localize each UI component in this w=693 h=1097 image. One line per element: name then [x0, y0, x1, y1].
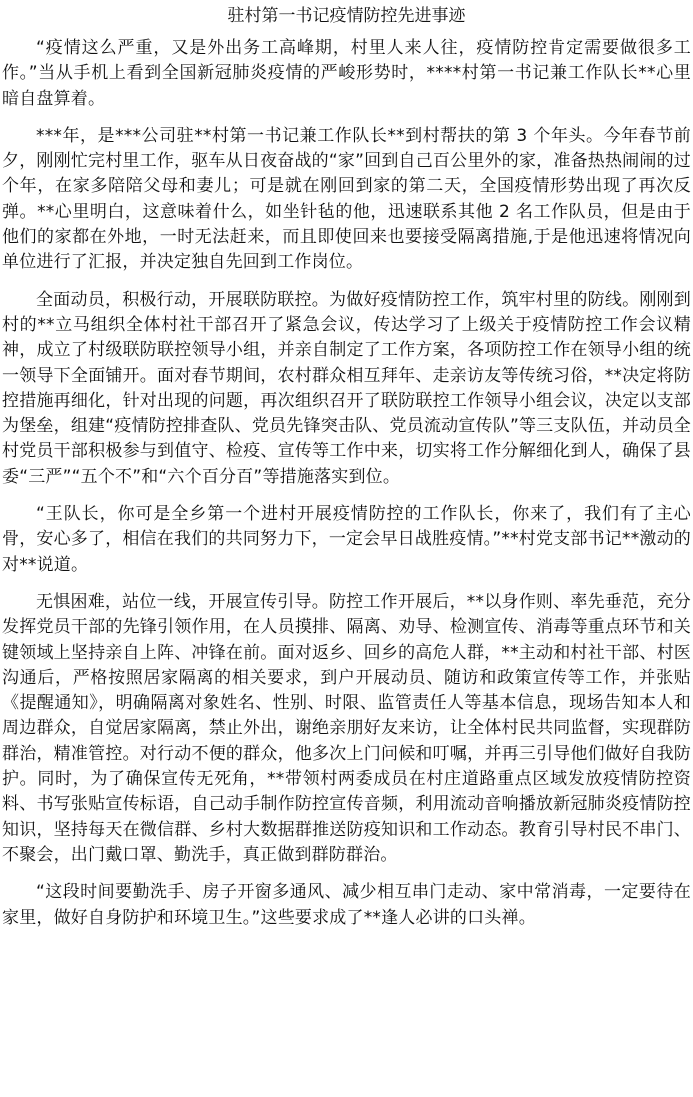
document-title: 驻村第一书记疫情防控先进事迹 — [227, 6, 466, 26]
paragraph-6: “这段时间要勤洗手、房子开窗多通风、减少相互串门走动、家中常消毒，一定要待在家里，做好自身防护和环境卫生。”这些要求成了**逢人必讲的口头禅。 — [2, 882, 691, 928]
paragraph-1: “疫情这么严重，又是外出务工高峰期，村里人来人往，疫情防控肯定需要做很多工作。”当从手机上看到全国新冠肺炎疫情的严峻形势时，****村第一书记兼工作队长**心里暗自盘算着。 — [2, 38, 691, 109]
paragraph-5: 无惧困难，站位一线，开展宣传引导。防控工作开展后，**以身作则、率先垂范，充分发挥党员干部的先锋引领作用，在人员摸排、隔离、劝导、检测宣传、消毒等重点环节和关键领域上坚持亲自上阵、冲锋在前。面对返乡、回乡的高危人群，**主动和村社干部、村医沟通后，严格按照居家隔离的相关要求，到户开展动员、随访和政策宣传等工作，并张贴《提醒通知》，明确隔离对象姓名、性别、时限、监管责任人等基本信息，现场告知本人和周边群众，自觉居家隔离，禁止外出，谢绝亲朋好友来访，让全体村民共同监督，实现群防群治，精准管控。对行动不便的群众，他多次上门问候和叮嘱，并再三引导他们做好自我防护。同时，为了确保宣传无死角，**带领村两委成员在村庄道路重点区域发放疫情防控资料、书写张贴宣传标语，自己动手制作防控宣传音频，利用流动音响播放新冠肺炎疫情防控知识，坚持每天在微信群、乡村大数据群推送防疫知识和工作动态。教育引导村民不串门、不聚会，出门戴口罩、勤洗手，真正做到群防群治。 — [2, 591, 691, 865]
paragraph-3: 全面动员，积极行动，开展联防联控。为做好疫情防控工作，筑牢村里的防线。刚刚到村的**立马组织全体村社干部召开了紧急会议，传达学习了上级关于疫情防控工作会议精神，成立了村级联防联控领导小组，并亲自制定了工作方案，各项防控工作在领导小组的统一领导下全面铺开。面对春节期间，农村群众相互拜年、走亲访友等传统习俗，**决定将防控措施再细化，针对出现的问题，再次组织召开了联防联控工作领导小组会议，决定以支部为堡垒，组建“疫情防控排查队、党员先锋突击队、党员流动宣传队”等三支队伍，并动员全村党员干部积极参与到值守、检疫、宣传等工作中来，切实将工作分解细化到人，确保了县委“三严”“五个不”和“六个百分百”等措施落实到位。 — [2, 289, 691, 487]
paragraph-2: ***年，是***公司驻**村第一书记兼工作队长**到村帮扶的第 3 个年头。今年春节前夕，刚刚忙完村里工作，驱车从日夜奋战的“家”回到自己百公里外的家，准备热热闹闹的过个年，在家多陪陪父母和妻儿；可是就在刚回到家的第二天，全国疫情形势出现了再次反弹。**心里明白，这意味着什么，如坐针毡的他，迅速联系其他 2 名工作队员，但是由于他们的家都在外地，一时无法赶来，而且即使回来也要接受隔离措施,于是他迅速将情况向单位进行了汇报，并决定独自先回到工作岗位。 — [2, 125, 691, 273]
paragraph-4: “王队长，你可是全乡第一个进村开展疫情防控的工作队长，你来了，我们有了主心骨，安心多了，相信在我们的共同努力下，一定会早日战胜疫情。”**村党支部书记**激动的对**说道。 — [2, 504, 691, 575]
